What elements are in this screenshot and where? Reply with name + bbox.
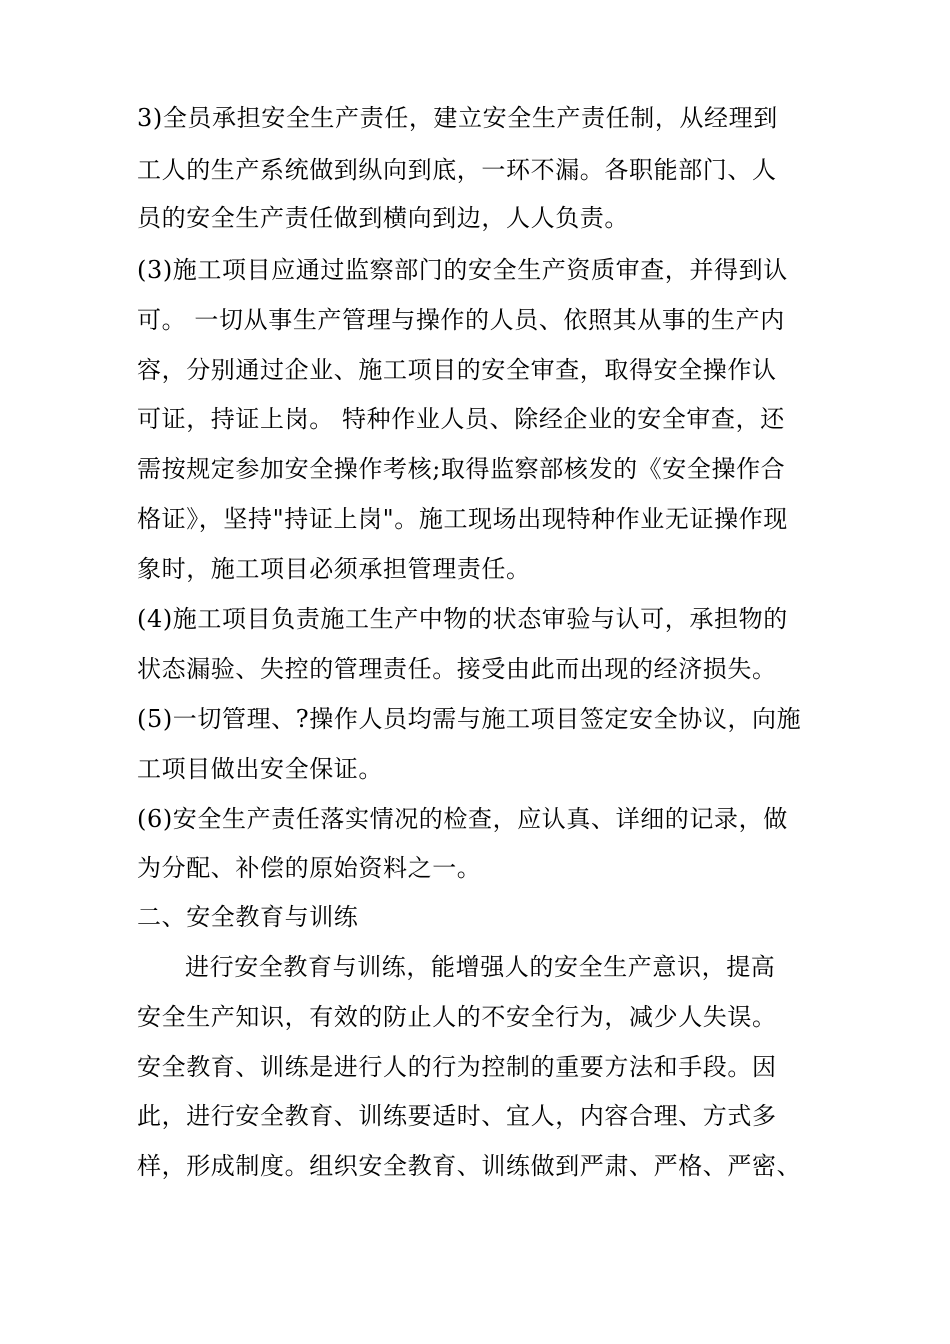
text-line: 为分配、补偿的原始资料之一。 bbox=[137, 854, 482, 882]
text-line: 状态漏验、失控的管理责任。接受由此而出现的经济损失。 bbox=[137, 655, 777, 683]
text-line: 容，分别通过企业、施工项目的安全审查，取得安全操作认 bbox=[137, 356, 777, 384]
text-line: (6)安全生产责任落实情况的检查，应认真、详细的记录，做 bbox=[137, 805, 788, 833]
text-line: 象时，施工项目必须承担管理责任。 bbox=[137, 555, 531, 583]
text-line: 安全教育、训练是进行人的行为控制的重要方法和手段。因 bbox=[137, 1053, 777, 1081]
text-line: 可证，持证上岗。 特种作业人员、除经企业的安全审查，还 bbox=[137, 405, 785, 433]
paragraph-first-line: 进行安全教育与训练，能增强人的安全生产意识，提高 bbox=[185, 953, 776, 981]
text-line: 安全生产知识，有效的防止人的不安全行为，减少人失误。 bbox=[137, 1003, 777, 1031]
text-line: 需按规定参加安全操作考核;取得监察部核发的《安全操作合 bbox=[137, 455, 786, 483]
text-line: 样，形成制度。组织安全教育、训练做到严肃、严格、严密、 bbox=[137, 1152, 802, 1180]
text-line: 工项目做出安全保证。 bbox=[137, 755, 383, 783]
text-line: (5)一切管理、?操作人员均需与施工项目签定安全协议，向施 bbox=[137, 705, 802, 733]
text-line: 可。 一切从事生产管理与操作的人员、依照其从事的生产内 bbox=[137, 306, 785, 334]
text-line: 工人的生产系统做到纵向到底，一环不漏。各职能部门、人 bbox=[137, 156, 777, 184]
text-line: 此，进行安全教育、训练要适时、宜人，内容合理、方式多 bbox=[137, 1102, 777, 1130]
text-line: 员的安全生产责任做到横向到边，人人负责。 bbox=[137, 204, 629, 232]
text-line: 3)全员承担安全生产责任，建立安全生产责任制，从经理到 bbox=[137, 104, 778, 132]
text-line: (3)施工项目应通过监察部门的安全生产资质审查，并得到认 bbox=[137, 256, 788, 284]
text-line: 格证》，坚持"持证上岗"。施工现场出现特种作业无证操作现 bbox=[137, 505, 788, 533]
text-line: (4)施工项目负责施工生产中物的状态审验与认可，承担物的 bbox=[137, 605, 788, 633]
section-heading: 二、安全教育与训练 bbox=[137, 903, 359, 931]
